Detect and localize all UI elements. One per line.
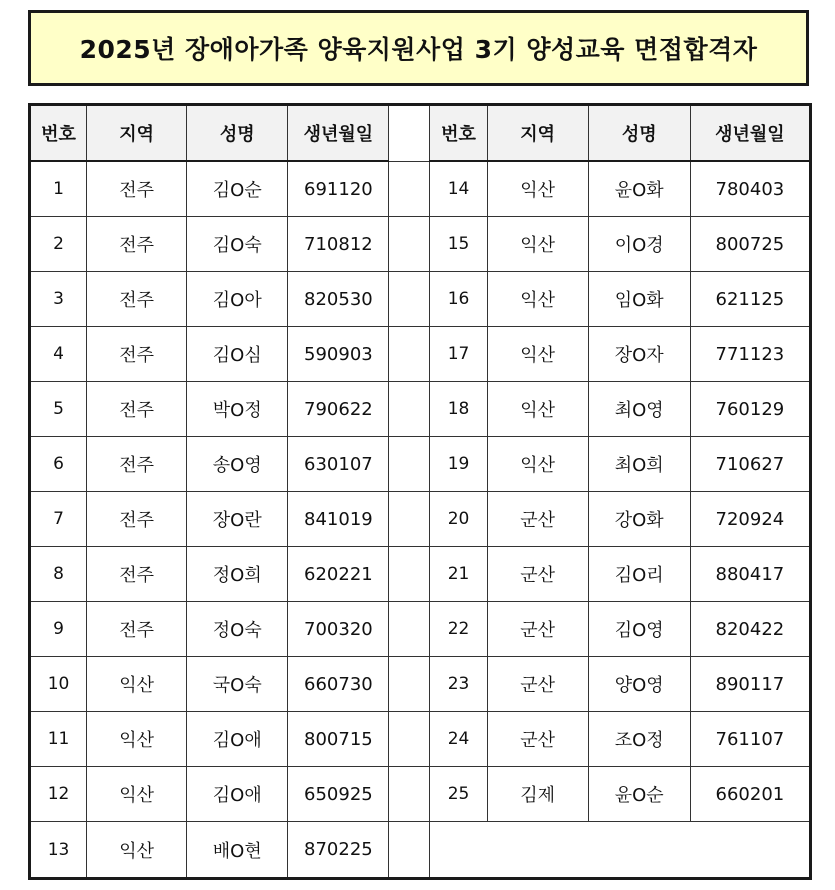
cell-birth: 621125	[690, 272, 810, 327]
cell-name: 임O화	[588, 272, 690, 327]
cell-birth: 710812	[288, 217, 389, 272]
cell-number: 21	[430, 547, 487, 602]
cell-number: 3	[30, 272, 87, 327]
table-body	[30, 161, 811, 879]
cell-region: 익산	[487, 327, 588, 382]
cell-name: 조O정	[588, 712, 690, 767]
cell-number: 20	[430, 492, 487, 547]
cell-birth: 800725	[690, 217, 810, 272]
cell-region: 전주	[87, 382, 187, 437]
cell-number: 8	[30, 547, 87, 602]
cell-region: 김제	[487, 767, 588, 822]
cell-region: 익산	[87, 822, 187, 879]
cell-name: 이O경	[588, 217, 690, 272]
cell-region: 익산	[87, 712, 187, 767]
cell-region: 전주	[87, 602, 187, 657]
column-gap	[389, 547, 430, 602]
cell-birth: 771123	[690, 327, 810, 382]
cell-name: 정O희	[187, 547, 288, 602]
cell-name: 장O자	[588, 327, 690, 382]
cell-number: 9	[30, 602, 87, 657]
cell-region: 전주	[87, 547, 187, 602]
cell-number: 16	[430, 272, 487, 327]
table-row	[30, 327, 811, 382]
cell-birth: 800715	[288, 712, 389, 767]
cell-birth: 720924	[690, 492, 810, 547]
cell-birth: 650925	[288, 767, 389, 822]
cell-name: 김O리	[588, 547, 690, 602]
cell-name: 양O영	[588, 657, 690, 712]
cell-number: 13	[30, 822, 87, 879]
table-row	[30, 602, 811, 657]
cell-birth: 780403	[690, 161, 810, 217]
cell-region: 전주	[87, 437, 187, 492]
table-row	[30, 767, 811, 822]
cell-birth: 590903	[288, 327, 389, 382]
cell-birth: 890117	[690, 657, 810, 712]
column-gap	[389, 822, 430, 879]
cell-name: 국O숙	[187, 657, 288, 712]
cell-birth: 660730	[288, 657, 389, 712]
cell-region: 전주	[87, 217, 187, 272]
cell-name: 강O화	[588, 492, 690, 547]
cell-region: 전주	[87, 161, 187, 217]
empty-cell	[430, 822, 811, 879]
cell-number: 6	[30, 437, 87, 492]
cell-region: 익산	[87, 657, 187, 712]
table-row	[30, 492, 811, 547]
cell-birth: 620221	[288, 547, 389, 602]
cell-region: 익산	[487, 272, 588, 327]
header-number-left: 번호	[30, 105, 87, 162]
cell-name: 박O정	[187, 382, 288, 437]
table-row	[30, 437, 811, 492]
column-gap	[389, 492, 430, 547]
column-gap	[389, 272, 430, 327]
header-name-right: 성명	[588, 105, 690, 162]
cell-number: 17	[430, 327, 487, 382]
cell-region: 익산	[487, 161, 588, 217]
header-birth-right: 생년월일	[690, 105, 810, 162]
cell-region: 군산	[487, 712, 588, 767]
cell-birth: 870225	[288, 822, 389, 879]
cell-name: 김O아	[187, 272, 288, 327]
cell-birth: 691120	[288, 161, 389, 217]
cell-birth: 660201	[690, 767, 810, 822]
cell-region: 익산	[487, 437, 588, 492]
cell-number: 18	[430, 382, 487, 437]
cell-birth: 710627	[690, 437, 810, 492]
header-row	[30, 105, 811, 162]
cell-number: 12	[30, 767, 87, 822]
cell-region: 익산	[87, 767, 187, 822]
column-gap	[389, 327, 430, 382]
cell-birth: 761107	[690, 712, 810, 767]
title-banner	[28, 10, 809, 86]
table-row	[30, 382, 811, 437]
cell-region: 전주	[87, 327, 187, 382]
column-gap	[389, 217, 430, 272]
cell-number: 25	[430, 767, 487, 822]
cell-region: 군산	[487, 602, 588, 657]
cell-name: 장O란	[187, 492, 288, 547]
cell-name: 김O영	[588, 602, 690, 657]
cell-birth: 880417	[690, 547, 810, 602]
cell-name: 정O숙	[187, 602, 288, 657]
cell-name: 김O숙	[187, 217, 288, 272]
cell-region: 익산	[487, 217, 588, 272]
column-gap	[389, 382, 430, 437]
cell-name: 송O영	[187, 437, 288, 492]
cell-number: 14	[430, 161, 487, 217]
cell-number: 23	[430, 657, 487, 712]
applicant-table	[28, 103, 812, 880]
cell-birth: 841019	[288, 492, 389, 547]
cell-birth: 630107	[288, 437, 389, 492]
cell-birth: 820530	[288, 272, 389, 327]
header-birth-left: 생년월일	[288, 105, 389, 162]
table-row	[30, 161, 811, 217]
table-row	[30, 217, 811, 272]
cell-region: 전주	[87, 492, 187, 547]
cell-number: 24	[430, 712, 487, 767]
column-gap	[389, 105, 430, 162]
header-region-right: 지역	[487, 105, 588, 162]
cell-name: 김O애	[187, 767, 288, 822]
cell-number: 11	[30, 712, 87, 767]
column-gap	[389, 712, 430, 767]
cell-name: 김O애	[187, 712, 288, 767]
column-gap	[389, 437, 430, 492]
cell-region: 군산	[487, 657, 588, 712]
table-row	[30, 272, 811, 327]
page-title: 2025년 장애아가족 양육지원사업 3기 양성교육 면접합격자	[79, 35, 758, 64]
cell-name: 김O심	[187, 327, 288, 382]
cell-number: 10	[30, 657, 87, 712]
cell-number: 5	[30, 382, 87, 437]
column-gap	[389, 602, 430, 657]
cell-region: 군산	[487, 547, 588, 602]
cell-birth: 700320	[288, 602, 389, 657]
cell-region: 군산	[487, 492, 588, 547]
column-gap	[389, 657, 430, 712]
cell-number: 2	[30, 217, 87, 272]
cell-number: 22	[430, 602, 487, 657]
cell-number: 1	[30, 161, 87, 217]
cell-name: 윤O순	[588, 767, 690, 822]
header-number-right: 번호	[430, 105, 487, 162]
table-row	[30, 547, 811, 602]
cell-name: 김O순	[187, 161, 288, 217]
cell-region: 익산	[487, 382, 588, 437]
header-region-left: 지역	[87, 105, 187, 162]
cell-name: 윤O화	[588, 161, 690, 217]
cell-birth: 760129	[690, 382, 810, 437]
cell-birth: 790622	[288, 382, 389, 437]
cell-name: 최O영	[588, 382, 690, 437]
table-row	[30, 657, 811, 712]
header-name-left: 성명	[187, 105, 288, 162]
cell-number: 4	[30, 327, 87, 382]
column-gap	[389, 767, 430, 822]
cell-number: 19	[430, 437, 487, 492]
column-gap	[389, 161, 430, 217]
cell-name: 배O현	[187, 822, 288, 879]
table-row	[30, 712, 811, 767]
cell-name: 최O희	[588, 437, 690, 492]
cell-region: 전주	[87, 272, 187, 327]
cell-number: 7	[30, 492, 87, 547]
cell-number: 15	[430, 217, 487, 272]
cell-birth: 820422	[690, 602, 810, 657]
table-row	[30, 822, 811, 879]
